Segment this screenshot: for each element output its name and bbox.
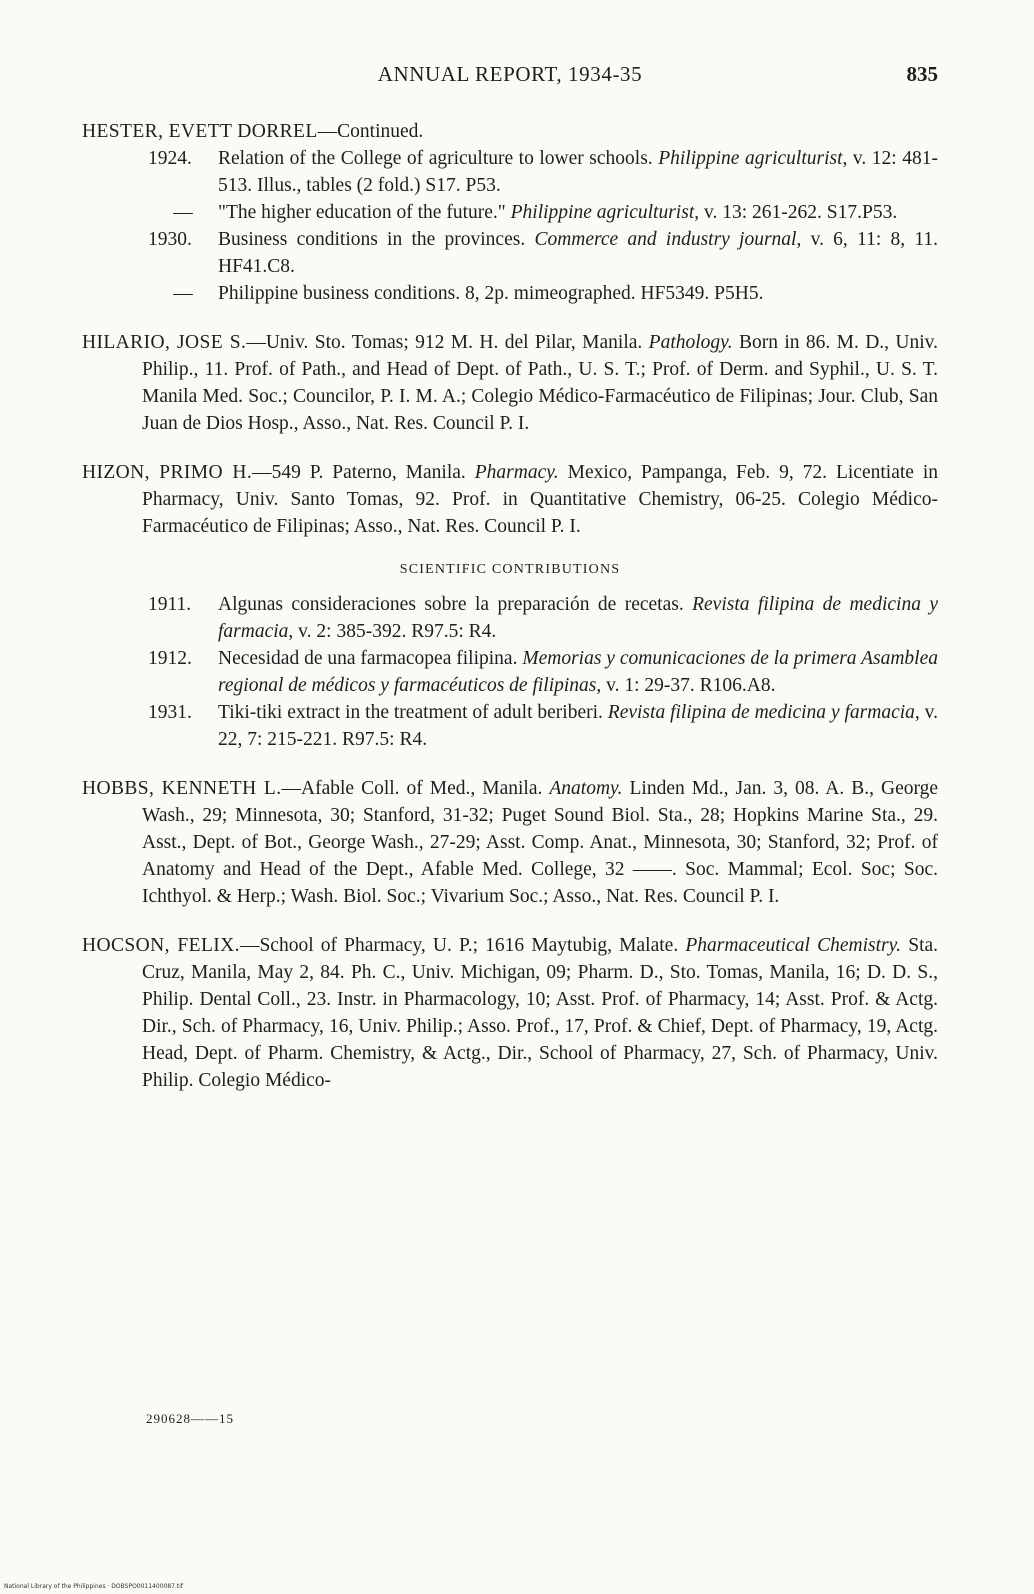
scan-credit: National Library of the Philippines · DOBSPO0011400087.tif [4,1583,184,1590]
entry-hobbs: HOBBS, KENNETH L.—Afable Coll. of Med., Manila. Anatomy. Linden Md., Jan. 3, 08. A. B., George Wash., 29; Minnesota, 30; Stanford, 31-32; Puget Sound Biol. Sta., 28; Hopkins Marine Sta., 29. Asst., Dept. of Bot., George Wash., 27-29; Asst. Comp. Anat., Minnesota, 30; Stanford, 32; Prof. of Anatomy and Head of the Dept., Afable Med. College, 32 ——. Soc. Mammal; Ecol. Soc; Soc. Ichthyol. & Herp.; Wash. Biol. Soc.; Vivarium Soc.; Asso., Nat. Res. Council P. I. [82,778,939,907]
publication-item: — "The higher education of the future." Philippine agriculturist, v. 13: 261-262. S17.P53. [173,202,898,223]
publication-item: 1930. Business conditions in the provinces. Commerce and industry journal, v. 6, 11: 8, 11. HF41.C8. [148,229,938,277]
entry-field: Pharmaceutical Chemistry. [685,935,902,956]
entry-bio: Born in 86. M. D., Univ. Philip., 11. Prof. of Path., and Head of Dept. of Path., U. S. T.; Prof. of Derm. and Syphil., U. S. T. Manila Med. Soc.; Councilor, P. I. M. A.; Colegio Médico-Farmacéutico de Filipinas; Jour. Club, San Juan de Dios Hosp., Asso., Nat. Res. Council P. I. [142,332,939,434]
entry-field: Pharmacy. [474,462,559,483]
continued-label: —Continued. [317,121,424,142]
entry-hocson: HOCSON, FELIX.—School of Pharmacy, U. P.; 1616 Maytubig, Malate. Pharmaceutical Chemistry. Sta. Cruz, Manila, May 2, 84. Ph. C., Univ. Michigan, 09; Pharm. D., Sto. Tomas, Manila, 16; D. D. S., Philip. Dental Coll., 23. Instr. in Pharmacology, 10; Asst. Prof. of Pharmacy, 14; Asst. Prof. & Actg. Dir., Sch. of Pharmacy, 16, Univ. Philip.; Asso. Prof., 17, Prof. & Chief, Dept. of Pharmacy, 19, Actg. Head, Dept. of Pharm. Chemistry, & Actg., Dir., School of Pharmacy, 27, Sch. of Pharmacy, Univ. Philip. Colegio Médico- [82,935,939,1091]
printer-signature: 290628——15 [146,1411,234,1426]
running-title: ANNUAL REPORT, 1934-35 [377,62,643,86]
page-header [82,62,938,96]
entry-bio: Mexico, Pampanga, Feb. 9, 72. Licentiate in Pharmacy, Univ. Santo Tomas, 92. Prof. in Quantitative Chemistry, 06-25. Colegio Médico-Farmacéutico de Filipinas; Asso., Nat. Res. Council P. I. [142,462,939,537]
publication-item: — Philippine business conditions. 8, 2p. mimeographed. HF5349. P5H5. [173,283,764,304]
entry-name: HILARIO, JOSE S. [82,332,247,353]
entry-bio: Sta. Cruz, Manila, May 2, 84. Ph. C., Univ. Michigan, 09; Pharm. D., Sto. Tomas, Manila, 16; D. D. S., Philip. Dental Coll., 23. Instr. in Pharmacology, 10; Asst. Prof. of Pharmacy, 14; Asst. Prof. & Actg. Dir., Sch. of Pharmacy, 16, Univ. Philip.; Asso. Prof., 17, Prof. & Chief, Dept. of Pharmacy, 19, Actg. Head, Dept. of Pharm. Chemistry, & Actg., Dir., School of Pharmacy, 27, Sch. of Pharmacy, Univ. Philip. Colegio Médico- [142,935,939,1091]
entry-hester [82,118,938,307]
publication-item: 1931. Tiki-tiki extract in the treatment of adult beriberi. Revista filipina de medicina y farmacia, v. 22, 7: 215-221. R97.5: R4. [148,702,939,750]
section-heading: SCIENTIFIC CONTRIBUTIONS [399,562,621,577]
publication-item: 1924. Relation of the College of agriculture to lower schools. Philippine agriculturist, v. 12: 481-513. Illus., tables (2 fold.) S17. P53. [148,148,938,196]
entry-field: Pathology. [648,332,733,353]
entry-name: HOBBS, KENNETH L. [82,778,282,799]
publication-item: 1912. Necesidad de una farmacopea filipina. Memorias y comunicaciones de la primera Asamblea regional de médicos y farmacéuticos de filipinas, v. 1: 29-37. R106.A8. [148,648,938,696]
entry-hizon: HIZON, PRIMO H.—549 P. Paterno, Manila. Pharmacy. Mexico, Pampanga, Feb. 9, 72. Licentiate in Pharmacy, Univ. Santo Tomas, 92. Prof. in Quantitative Chemistry, 06-25. Colegio Médico-Farmacéutico de Filipinas; Asso., Nat. Res. Council P. I. SCIENTIFIC CONTRIBUTIONS 1911. Algunas consideraciones sobre la preparación de recetas. Revista filipina de medicina y farmacia, v. 2: 385-392. R97.5: R4. 1912. Necesidad de una farmacopea filipina. Memorias y comunicaciones de la primera Asamblea regional de médicos y farmacéuticos de filipinas, v. 1: 29-37. R106.A8. 1931. Tiki-tiki extract in the treatment of adult beriberi. Revista filipina de medicina y farmacia, v. 22, 7: 215-221. R97.5: R4. [82,459,938,753]
entry-bio: Linden Md., Jan. 3, 08. A. B., George Wash., 29; Minnesota, 30; Stanford, 31-32; Puget Sound Biol. Sta., 28; Hopkins Marine Sta., 29. Asst., Dept. of Bot., George Wash., 27-29; Asst. Comp. Anat., Minnesota, 30; Stanford, 32; Prof. of Anatomy and Head of the Dept., Afable Med. College, 32 ——. Soc. Mammal; Ecol. Soc; Soc. Ichthyol. & Herp.; Wash. Biol. Soc.; Vivarium Soc.; Asso., Nat. Res. Council P. I. [142,778,939,907]
entry-hilario: HILARIO, JOSE S.—Univ. Sto. Tomas; 912 M. H. del Pilar, Manila. Pathology. Born in 86. M. D., Univ. Philip., 11. Prof. of Path., and Head of Dept. of Path., U. S. T.; Prof. of Derm. and Syphil., U. S. T. Manila Med. Soc.; Councilor, P. I. M. A.; Colegio Médico-Farmacéutico de Filipinas; Jour. Club, San Juan de Dios Hosp., Asso., Nat. Res. Council P. I. [82,332,939,434]
entry-name: HESTER, EVETT DORREL [82,121,318,142]
entry-name: HIZON, PRIMO H. [82,462,253,483]
publication-item: 1911. Algunas consideraciones sobre la preparación de recetas. Revista filipina de medicina y farmacia, v. 2: 385-392. R97.5: R4. [148,594,939,642]
entry-name: HOCSON, FELIX. [82,935,240,956]
page-body [82,118,938,1094]
page-number: 835 [906,62,938,86]
entry-field: Anatomy. [549,778,623,799]
